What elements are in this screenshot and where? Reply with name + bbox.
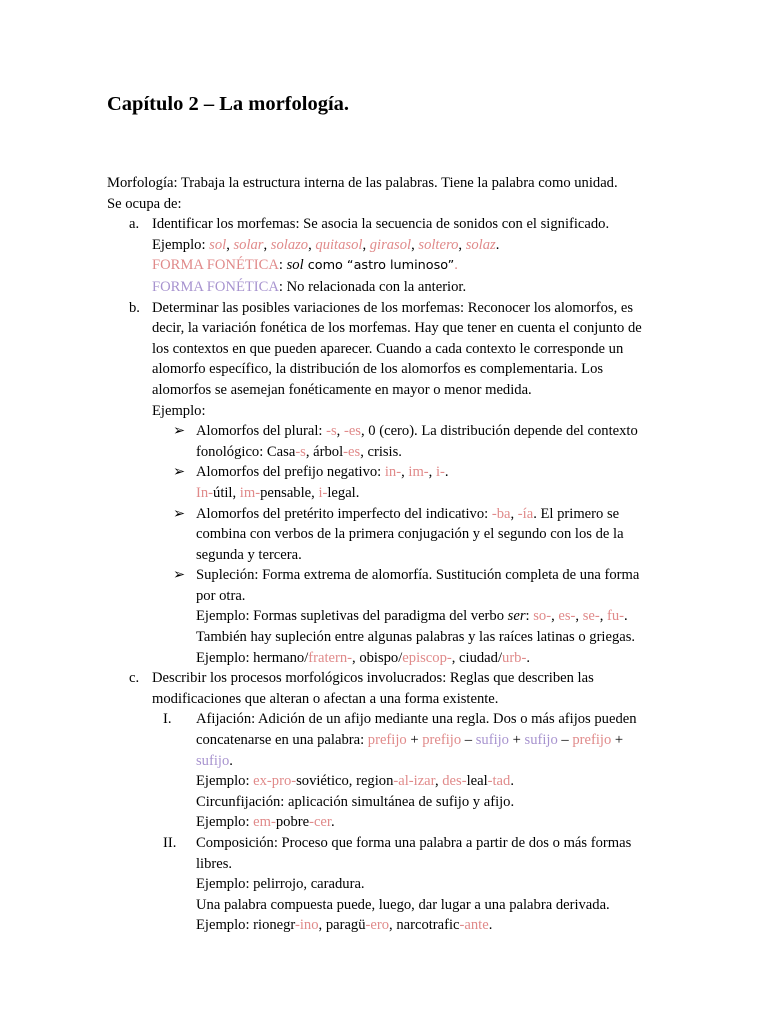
arrow-bullet-icon: ➢ (173, 567, 186, 584)
bullet-item-preterito: ➢ Alomorfos del pretérito imperfecto del indicativo: -ba, -ía. El primero se combina con verbos de la primera conjugación y el segundo con los de la segunda y tercera. (173, 505, 624, 563)
paragraph-line: Determinar las posibles variaciones de los morfemas: Reconocer los alomorfos, es (152, 299, 634, 316)
list-marker: b. (129, 299, 140, 316)
bullet-item-suplecion: ➢ Supleción: Forma extrema de alomorfía. Sustitución completa de una forma por otra. Ejemplo: Formas supletivas del paradigma del verbo ser: so-, es-, se-, fu-. También hay supleción entre algunas palabras y las raíces latinas o griegas. Ejemplo: hermano/fratern-, obispo/episcop-, ciudad/urb-. (173, 567, 640, 666)
arrow-bullet-icon: ➢ (173, 423, 186, 440)
example-line: Ejemplo: sol, solar, solazo, quitasol, girasol, soltero, solaz. (152, 236, 500, 253)
roman-item-afijacion: I. Afijación: Adición de un afijo mediante una regla. Dos o más afijos pueden concatenarse en una palabra: prefijo + prefijo – sufijo + sufijo – prefijo + sufijo. Ejemplo: ex-pro-soviético, region-al-izar, des-leal-tad. Circunfijación: aplicación simultánea de sufijo y afijo. Ejemplo: em-pobre-cer. (163, 711, 637, 831)
document-body (107, 173, 667, 936)
list-item-a (107, 214, 667, 297)
phonetic-form-line: FORMA FONÉTICA: No relacionada con la anterior. (152, 278, 467, 295)
roman-item-composicion: II. Composición: Proceso que forma una palabra a partir de dos o más formas libres. Ejemplo: pelirrojo, caradura. Una palabra compuesta puede, luego, dar lugar a una palabra derivada. Ejemplo: rionegr-ino, paragü-ero, narcotrafic-ante. (163, 835, 632, 934)
arrow-bullet-icon: ➢ (173, 505, 186, 522)
list-item-c: c. Describir los procesos morfológicos involucrados: Reglas que describen las modificaciones que alteran o afectan a una forma existente. (129, 670, 594, 707)
list-marker: c. (129, 670, 140, 687)
bullet-item-prefijo-negativo: ➢ Alomorfos del prefijo negativo: in-, im-, i-. In-útil, im-pensable, i-legal. (173, 464, 449, 501)
paragraph-line: alomorfos se asemejan fonéticamente en mayor o menor medida. (152, 381, 532, 398)
example-label: Ejemplo: (152, 402, 206, 419)
bullet-item-plural: ➢ Alomorfos del plural: -s, -es, 0 (cero). La distribución depende del contexto fonológico: Casa-s, árbol-es, crisis. (173, 423, 638, 460)
phonetic-form-line: FORMA FONÉTICA: sol como “astro luminoso”. (152, 257, 458, 274)
paragraph-line: decir, la variación fonética de los morfemas. Hay que tener en cuenta el conjunto de (152, 320, 642, 337)
paragraph-line: Identificar los morfemas: Se asocia la secuencia de sonidos con el significado. (152, 216, 610, 233)
paragraph-line: alomorfo específico, la distribución de los alomorfos es complementaria. Los (152, 361, 604, 378)
list-marker: I. (163, 711, 172, 728)
paragraph-line: los contextos en que pueden aparecer. Cuando a cada contexto le corresponde un (152, 340, 624, 357)
list-marker: II. (163, 835, 177, 851)
list-item-b (107, 298, 667, 422)
list-marker: a. (129, 216, 140, 233)
intro-line: Morfología: Trabaja la estructura interna de las palabras. Tiene la palabra como unidad. (107, 175, 618, 191)
arrow-bullet-icon: ➢ (173, 464, 186, 481)
page-title: Capítulo 2 – La morfología. (107, 93, 350, 115)
intro-line: Se ocupa de: (107, 195, 182, 212)
